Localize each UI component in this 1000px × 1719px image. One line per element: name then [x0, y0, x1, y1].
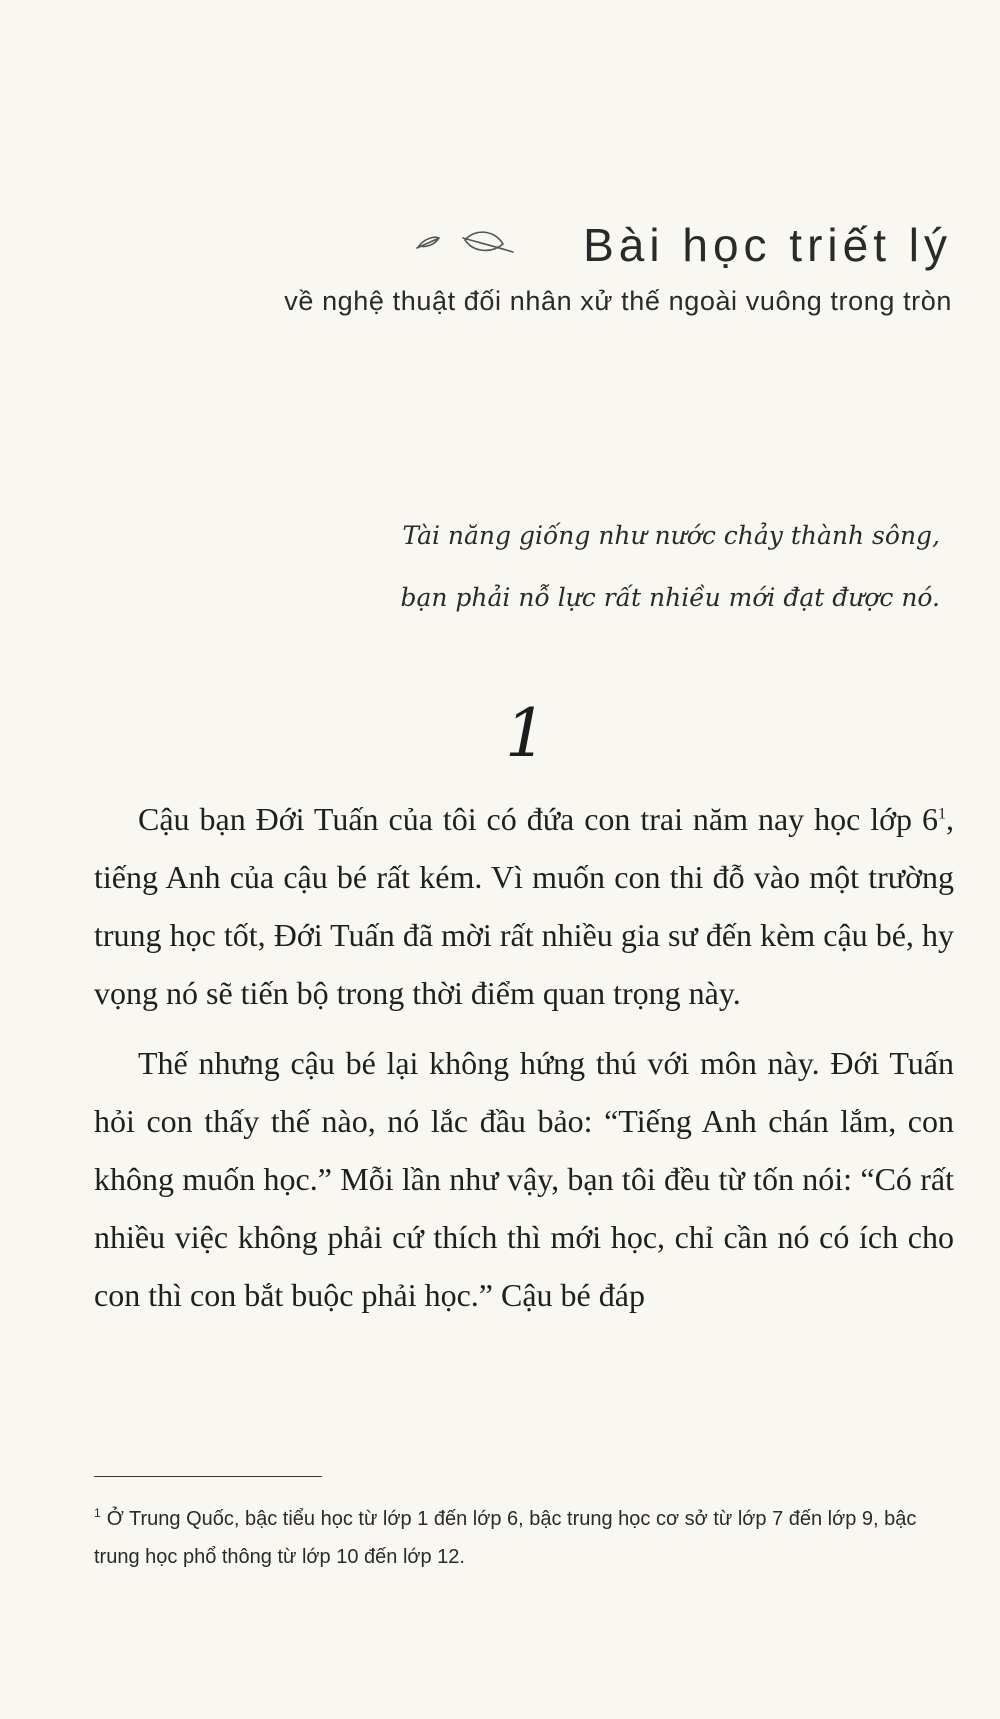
- paragraph-text: Cậu bạn Đới Tuấn của tôi có đứa con trai năm nay học lớp 6: [138, 801, 938, 837]
- chapter-subtitle: về nghệ thuật đối nhân xử thế ngoài vuông trong tròn: [284, 286, 952, 316]
- quote-line: Tài năng giống như nước chảy thành sông,: [402, 521, 940, 550]
- leaves-icon: [413, 222, 525, 268]
- paragraph: [94, 790, 954, 1022]
- footnote-divider: [94, 1476, 322, 1477]
- footnote-text: Ở Trung Quốc, bậc tiểu học từ lớp 1 đến lớp 6, bậc trung học cơ sở từ lớp 7 đến lớp 9, bậc trung học phổ thông từ lớp 10 đến lớp 12.: [94, 1508, 917, 1568]
- chapter-header: [90, 218, 952, 317]
- footnote-reference: 1: [938, 805, 946, 823]
- footnote-marker: 1: [94, 1506, 101, 1521]
- chapter-title: Bài học triết lý: [583, 219, 952, 271]
- paragraph: Thế nhưng cậu bé lại không hứng thú với môn này. Đới Tuấn hỏi con thấy thế nào, nó lắc đầu bảo: “Tiếng Anh chán lắm, con không muốn học.” Mỗi lần như vậy, bạn tôi đều từ tốn nói: “Có rất nhiều việc không phải cứ thích thì mới học, chỉ cần nó có ích cho con thì con bắt buộc phải học.” Cậu bé đáp: [94, 1045, 954, 1313]
- body-text: [94, 790, 954, 1336]
- paragraph-text: , tiếng Anh của cậu bé rất kém. Vì muốn con thi đỗ vào một trường trung học tốt, Đới Tuấn đã mời rất nhiều gia sư đến kèm cậu bé, hy vọng nó sẽ tiến bộ trong thời điểm quan trọng này.: [94, 801, 954, 1011]
- title-row: [90, 218, 952, 272]
- footnote: [94, 1500, 964, 1576]
- epigraph-quote: [400, 505, 940, 629]
- quote-line: bạn phải nỗ lực rất nhiều mới đạt được nó.: [400, 583, 940, 612]
- section-number: 1: [505, 695, 547, 772]
